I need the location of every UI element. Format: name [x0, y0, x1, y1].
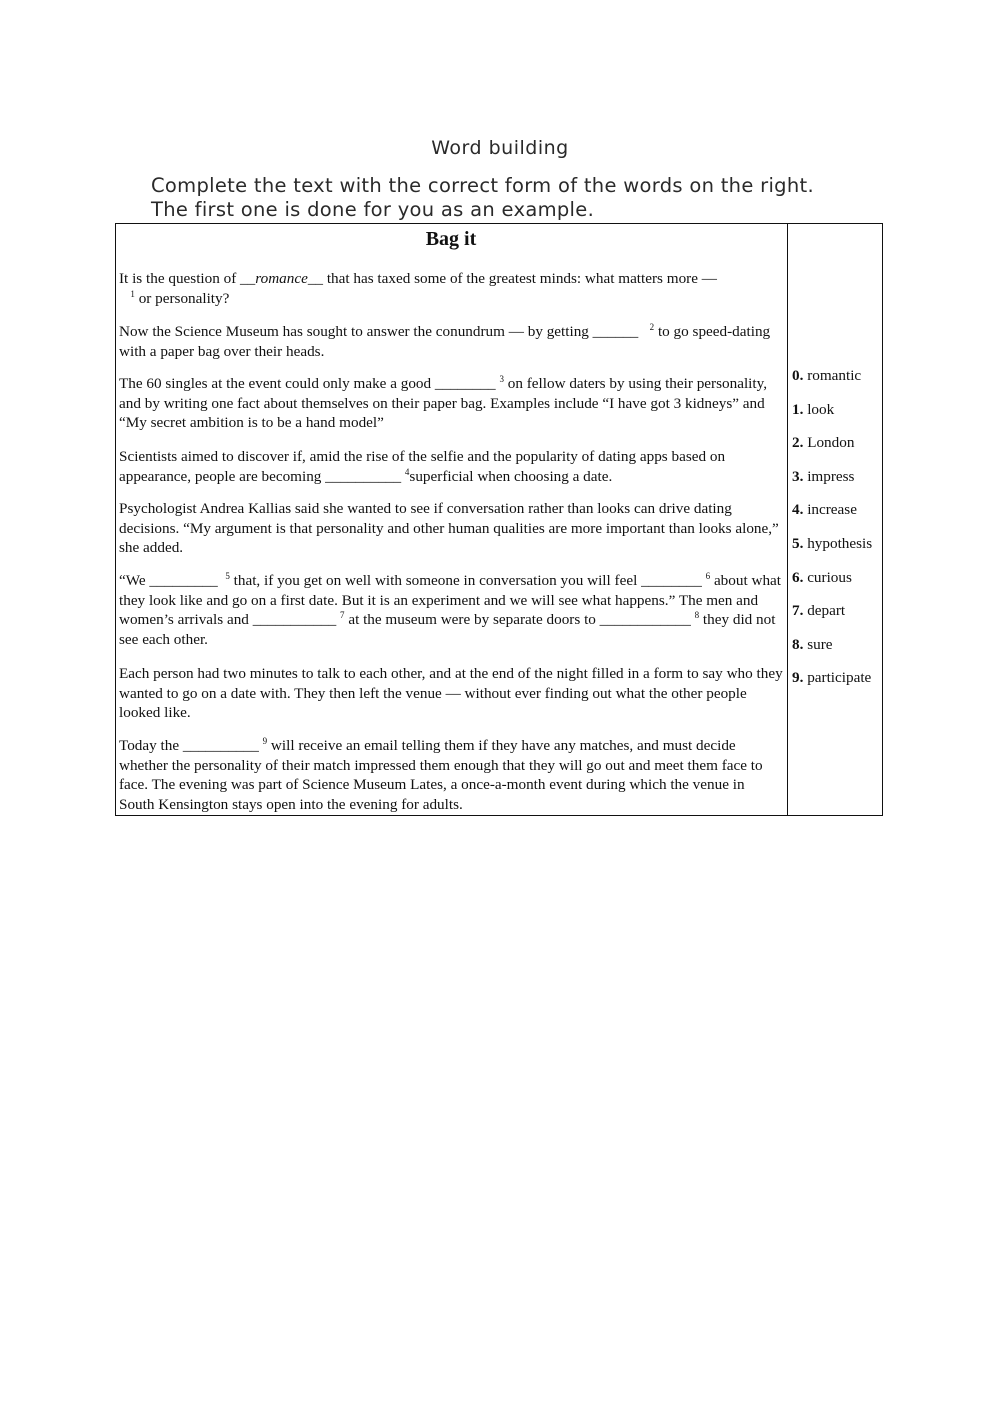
word-item: 4. increase: [792, 501, 857, 519]
paragraph-6: “We _________ $^5$ that, if you get on well with someone in conversation you will feel ________ $^6$ about what they look like and go on a first date. But it is an experiment and we will see what happens.” The men and women’s arrivals and ___________ $^7$ at the museum were by separate doors to ____________ $^8$ they did not see each other.: [119, 571, 781, 648]
page-title: Word building: [431, 137, 569, 159]
instructions-line-1: Complete the text with the correct form of the words on the right.: [151, 174, 814, 197]
column-divider: [787, 224, 788, 815]
paragraph-1: It is the question of __romance__ that has taxed some of the greatest minds: what matters more — $^1$ or personality?: [119, 270, 717, 307]
paragraph-7: Each person had two minutes to talk to each other, and at the end of the night filled in a form to say who they wanted to go on a date with. They then left the venue — without ever finding out what the other people looked like.: [119, 665, 783, 721]
paragraph-8: Today the __________ $^9$ will receive an email telling them if they have any matches, and must decide whether the personality of their match impressed them enough that they will go out and meet them face to face. The evening was part of Science Museum Lates, a once-a-month event during which the venue in South Kensington stays open into the evening for adults.: [119, 736, 763, 813]
gap-number-9: 9: [262, 736, 268, 746]
gap-number-1: 1: [130, 288, 135, 299]
paragraph-4: Scientists aimed to discover if, amid the rise of the selfie and the popularity of dating apps based on appearance, people are becoming __________ $^4$superficial when choosing a date.: [119, 448, 726, 485]
gap-number-3: 3: [499, 374, 504, 384]
instructions: [151, 174, 871, 222]
paragraph-3: The 60 singles at the event could only make a good ________ $^3$ on fellow daters by using their personality, and by writing one fact about themselves on their paper bag. Examples include “I have got 3 kidneys” and “My secret ambition is to be a hand model”: [119, 374, 768, 431]
gap-number-4: 4: [404, 466, 410, 477]
word-item: 8. sure: [792, 635, 833, 653]
word-item: 5. hypothesis: [792, 534, 873, 552]
word-item: 0. romantic: [792, 367, 862, 384]
instructions-line-2: The first one is done for you as an example.: [151, 198, 595, 221]
word-item: 9. participate: [792, 669, 872, 687]
article-title: Bag it: [425, 228, 477, 250]
example-answer: romance: [255, 270, 308, 287]
gap-number-2: 2: [649, 322, 655, 332]
exercise-table: [115, 223, 883, 816]
paragraph-5: Psychologist Andrea Kallias said she wanted to see if conversation rather than looks can drive dating decisions. “My argument is that personality and other human qualities are more important than looks alone,” she added.: [119, 500, 779, 556]
paragraph-2: Now the Science Museum has sought to answer the conundrum — by getting ______ $^2$ to go speed-dating with a paper bag over their heads.: [119, 322, 771, 360]
word-item: 1. look: [792, 400, 835, 418]
gap-number-8: 8: [694, 610, 700, 620]
word-item: 6. curious: [792, 568, 852, 586]
word-item: 3. impress: [792, 467, 855, 485]
gap-number-5: 5: [225, 571, 230, 581]
article-column: [119, 224, 783, 813]
gap-number-6: 6: [705, 571, 711, 581]
word-item: 7. depart: [792, 602, 846, 620]
gap-number-7: 7: [340, 610, 345, 620]
word-item: 2. London: [792, 434, 855, 452]
word-list: [792, 367, 882, 703]
